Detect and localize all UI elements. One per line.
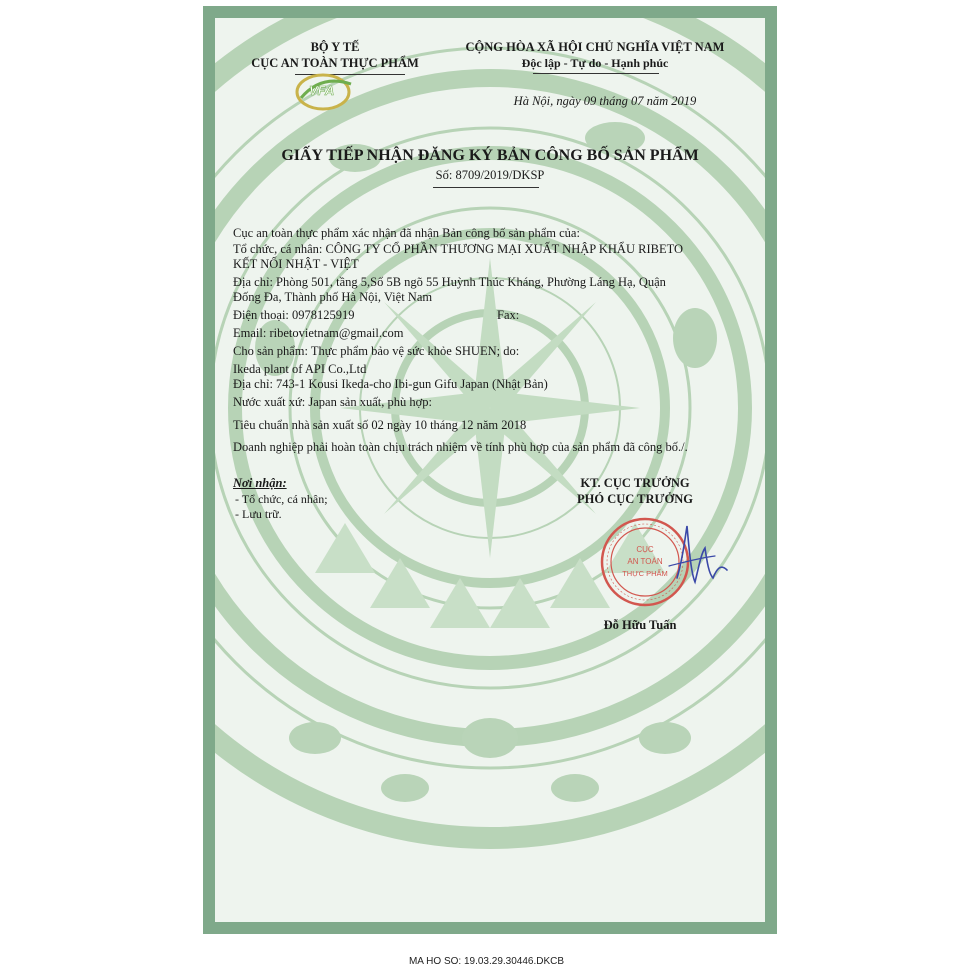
origin-text: Nước xuất xứ: Japan sản xuất, phù hợp: [233,395,432,409]
recipient-item: - Lưu trữ. [235,507,282,521]
document-number: Số: 8709/2019/DKSP [435,168,545,182]
department-name: CỤC AN TOÀN THỰC PHẨM [251,56,419,70]
vfa-logo-icon [291,64,371,112]
certificate-sheet [215,18,765,922]
svg-text:THỰC PHẨM: THỰC PHẨM [622,569,668,578]
address-line-1: Địa chỉ: Phòng 501, tầng 5,Số 5B ngõ 55 Huỳnh Thúc Kháng, Phường Láng Hạ, Quận [233,275,666,289]
svg-text:AN TOÀN: AN TOÀN [627,557,663,566]
certificate-frame [203,6,777,934]
manufacturer-address-text: Địa chỉ: 743-1 Kousi Ikeda-cho Ibi-gun Gifu Japan (Nhật Bản) [233,377,548,391]
ministry-name: BỘ Y TẾ [310,40,360,54]
document-title: GIẤY TIẾP NHẬN ĐĂNG KÝ BẢN CÔNG BỐ SẢN PHẨM [281,147,699,164]
responsibility-text: Doanh nghiệp phải hoàn toàn chịu trách nhiệm về tính phù hợp của sản phẩm đã công bố./. [233,440,688,454]
dossier-code: MA HO SO: 19.03.29.30446.DKCB [408,956,565,967]
recipient-item: - Tổ chức, cá nhân; [235,492,328,506]
issue-date: Hà Nội, ngày 09 tháng 07 năm 2019 [513,94,697,108]
country-name: CỘNG HÒA XÃ HỘI CHỦ NGHĨA VIỆT NAM [465,40,725,54]
signature-title-2: PHÓ CỤC TRƯỞNG [577,492,693,506]
signer-name: Đỗ Hữu Tuấn [603,618,677,632]
email-text: Email: ribetovietnam@gmail.com [233,326,404,340]
standard-text: Tiêu chuẩn nhà sản xuất số 02 ngày 10 tháng 12 năm 2018 [233,418,527,432]
national-motto: Độc lập - Tự do - Hạnh phúc [521,56,669,70]
organization-line-2: KẾT NỐI NHẬT - VIỆT [233,257,359,271]
fax-text: Fax: [497,308,520,322]
title-underline [433,187,539,188]
manufacturer-text: Ikeda plant of API Co.,Ltd [233,362,367,376]
address-line-2: Đống Đa, Thành phố Hà Nội, Việt Nam [233,290,433,304]
signature-title-1: KT. CỤC TRƯỞNG [580,476,690,490]
product-text: Cho sản phẩm: Thực phẩm bảo vệ sức khỏe SHUEN; do: [233,344,520,358]
svg-text:VFA: VFA [309,83,335,98]
recipients-heading: Nơi nhận: [233,476,287,490]
organization-line-1: Tổ chức, cá nhân: CÔNG TY CỔ PHẦN THƯƠNG MẠI XUẤT NHẬP KHẨU RIBETO [233,242,684,256]
header-right-underline [533,73,659,74]
svg-text:CỤC: CỤC [636,545,654,554]
intro-text: Cục an toàn thực phẩm xác nhận đã nhận Bản công bố sản phẩm của: [233,226,580,240]
phone-text: Điện thoại: 0978125919 [233,308,355,322]
handwritten-signature-icon [665,518,735,598]
